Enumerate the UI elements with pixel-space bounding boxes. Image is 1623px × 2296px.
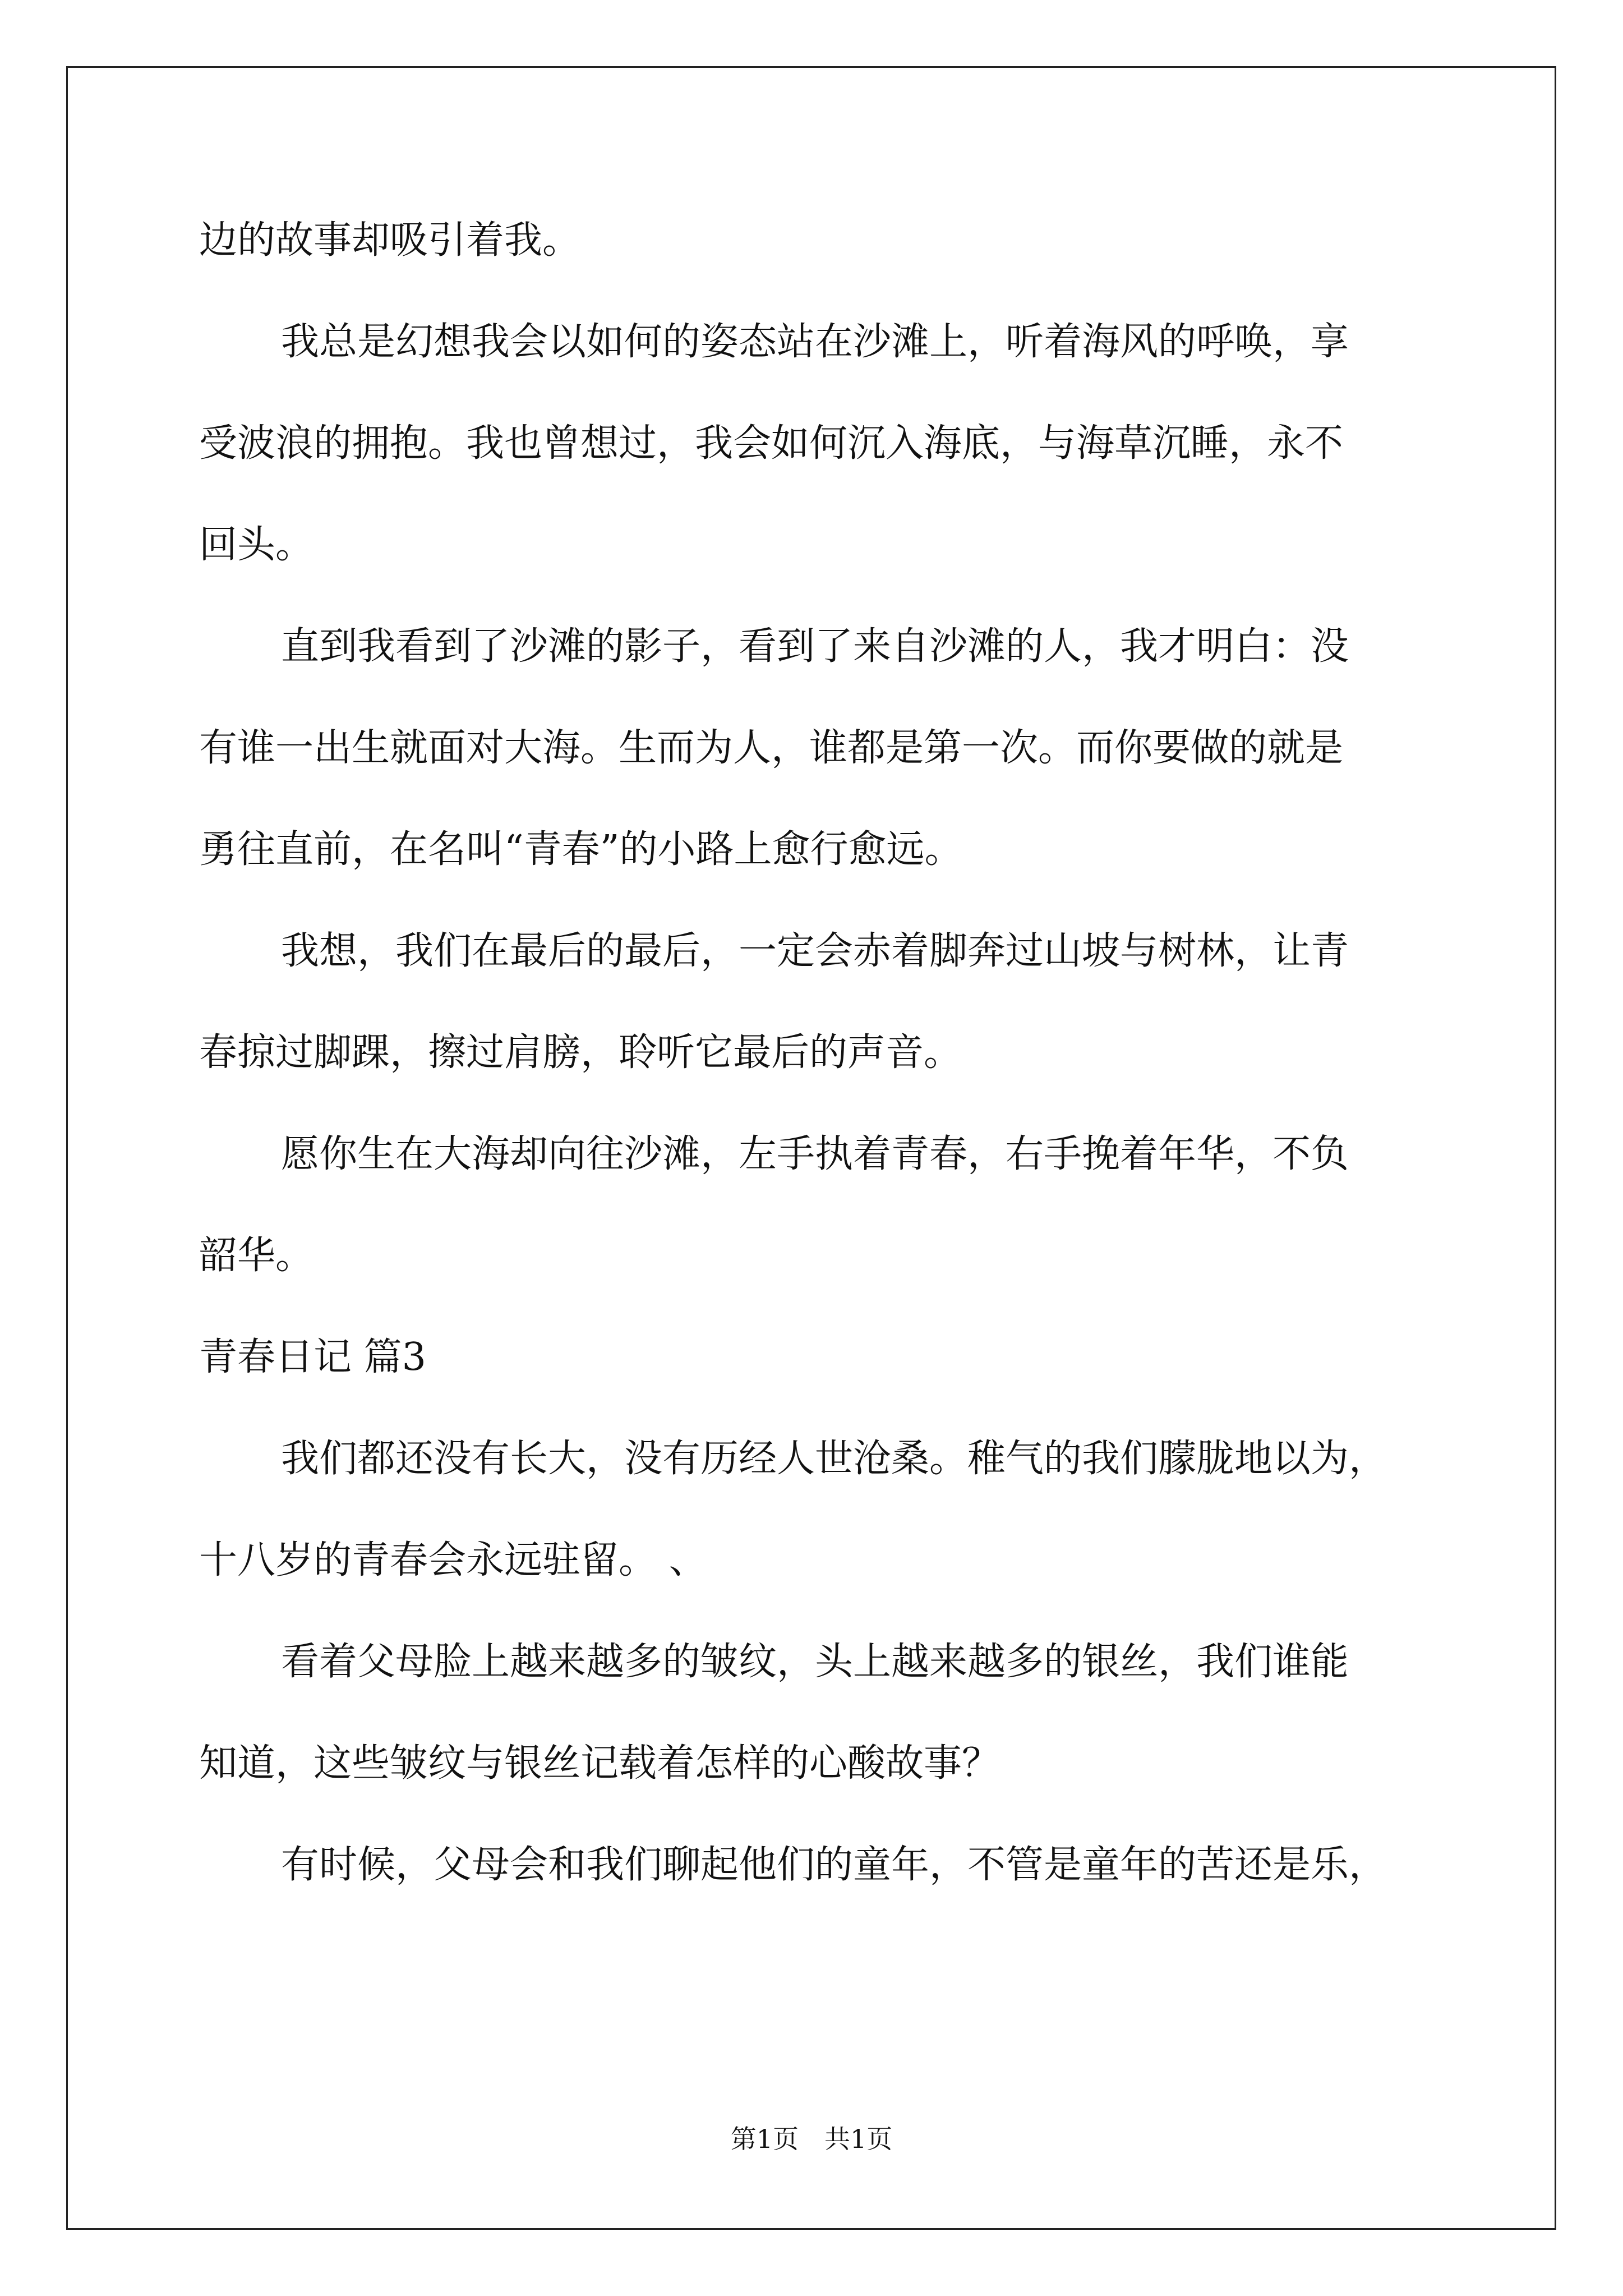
paragraph-line: 我想，我们在最后的最后，一定会赤着脚奔过山坡与树林，让青 <box>281 929 1349 973</box>
text-line: 有谁一出生就面对大海。生而为人，谁都是第一次。而你要做的就是 <box>199 726 1344 770</box>
text-line: 勇往直前，在名叫“青春”的小路上愈行愈远。 <box>199 827 963 872</box>
paragraph-line: 愿你生在大海却向往沙滩，左手执着青春，右手挽着年华，不负 <box>281 1132 1349 1176</box>
paragraph-line: 直到我看到了沙滩的影子，看到了来自沙滩的人，我才明白：没 <box>281 624 1349 669</box>
text-line: 知道，这些皱纹与银丝记载着怎样的心酸故事？ <box>199 1741 1000 1786</box>
section-heading: 青春日记 篇3 <box>199 1335 426 1379</box>
page-number: 第1页 共1页 <box>730 2124 893 2154</box>
text-line: 边的故事却吸引着我。 <box>199 218 581 263</box>
paragraph-line: 我总是幻想我会以如何的姿态站在沙滩上，听着海风的呼唤，享 <box>281 320 1349 364</box>
text-line: 春掠过脚踝，擦过肩膀，聆听它最后的声音。 <box>199 1030 962 1075</box>
paragraph-line: 有时候，父母会和我们聊起他们的童年，不管是童年的苦还是乐， <box>281 1843 1387 1887</box>
paragraph-line: 看着父母脸上越来越多的皱纹，头上越来越多的银丝，我们谁能 <box>281 1640 1349 1684</box>
text-line: 回头。 <box>199 523 314 567</box>
text-line: 十八岁的青春会永远驻留。 、 <box>199 1538 707 1582</box>
paragraph-line: 我们都还没有长大，没有历经人世沧桑。稚气的我们朦胧地以为， <box>281 1437 1387 1481</box>
text-line: 韶华。 <box>199 1234 314 1278</box>
text-line: 受波浪的拥抱。我也曾想过，我会如何沉入海底，与海草沉睡，永不 <box>199 421 1344 466</box>
